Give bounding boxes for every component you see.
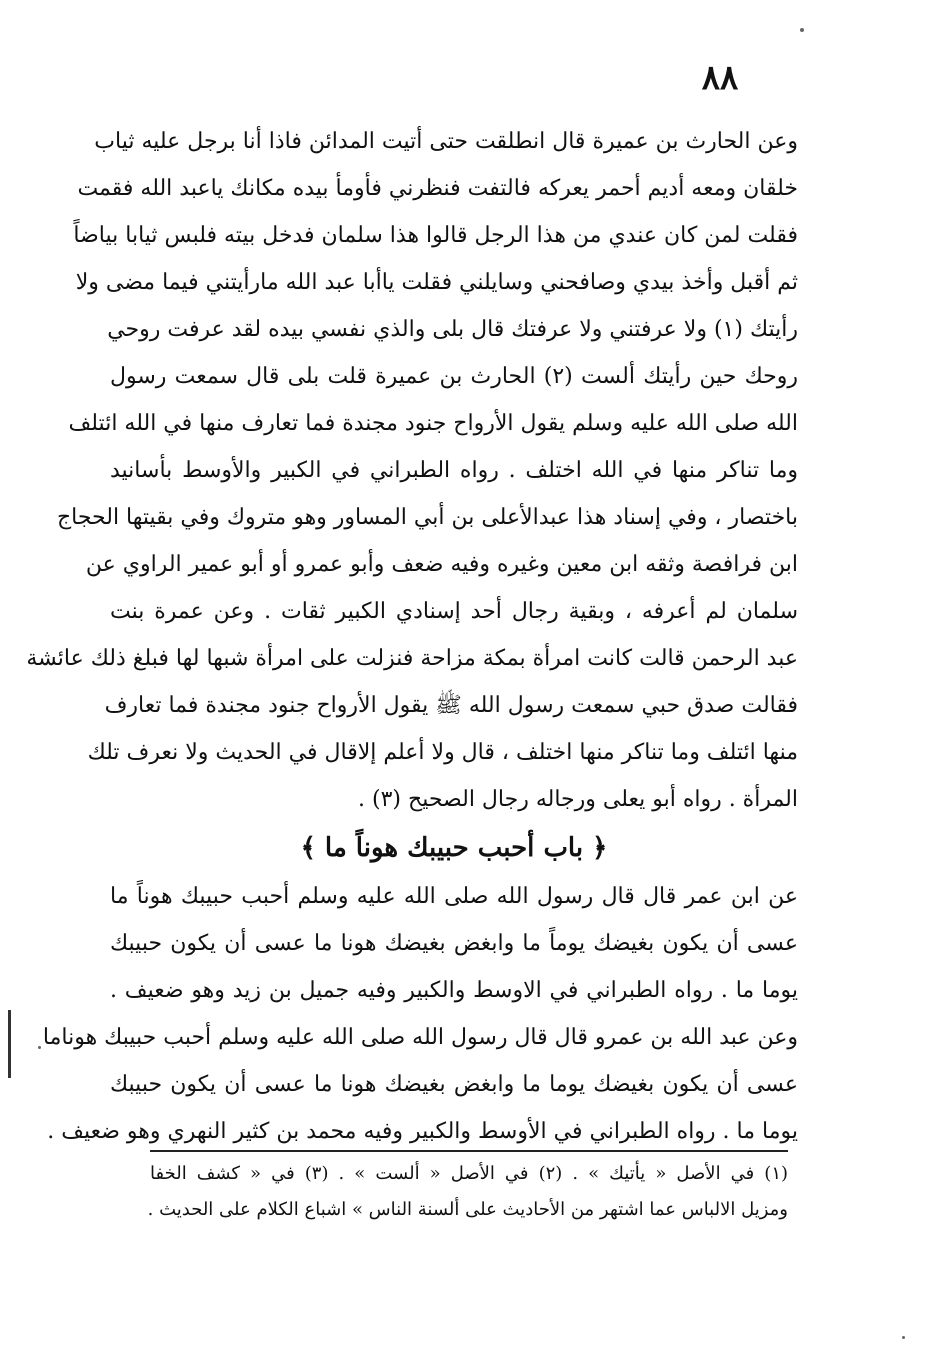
main-text: [26, 118, 798, 1155]
text-line: ابن فرافصة وثقه ابن معين وغيره وفيه ضعف وأبو عمرو أو أبو عمير الراوي عن: [85, 552, 798, 577]
text-line: وعن عبد الله بن عمرو قال قال رسول الله صلى الله عليه وسلم أحبب حبيبك هوناما: [42, 1025, 798, 1050]
text-line: يوما ما . رواه الطبراني في الاوسط والكبير وفيه جميل بن زيد وهو ضعيف .: [110, 978, 798, 1003]
text-line: باختصار ، وفي إسناد هذا عبدالأعلى بن أبي المساور وهو متروك وفي بقيتها الحجاج: [56, 505, 798, 530]
text-line: عبد الرحمن قالت كانت امرأة بمكة مزاحة فنزلت على امرأة شبها لها فبلغ ذلك عائشة: [26, 646, 798, 671]
text-line: عسى أن يكون بغيضك يوماً ما وابغض بغيضك هونا ما عسى أن يكون حبيبك: [110, 931, 798, 956]
text-line: وما تناكر منها في الله اختلف . رواه الطبراني في الكبير والأوسط بأسانيد: [110, 458, 798, 483]
text-line: وعن الحارث بن عميرة قال انطلقت حتى أتيت المدائن فاذا أنا برجل عليه ثياب: [94, 129, 798, 154]
text-line: فقلت لمن كان عندي من هذا الرجل قالوا هذا سلمان فدخل بيته فلبس ثيابا بياضاً: [73, 223, 798, 248]
scan-speck: [38, 1046, 41, 1049]
scan-speck: [800, 28, 804, 32]
text-line: سلمان لم أعرفه ، وبقية رجال أحد إسنادي الكبير ثقات . وعن عمرة بنت: [110, 599, 798, 624]
text-line: روحك حين رأيتك ألست (٢) الحارث بن عميرة قلت بلى قال سمعت رسول: [110, 364, 798, 389]
section-heading: ﴿ باب أحبب حبيبك هوناً ما ﴾: [300, 833, 608, 863]
text-line: خلقان ومعه أديم أحمر يعركه فالتفت فنظرني فأومأ بيده مكانك ياعبد الله فقمت: [77, 176, 798, 201]
text-line: عن ابن عمر قال قال رسول الله صلى الله عليه وسلم أحبب حبيبك هوناً ما: [110, 884, 798, 909]
text-line: رأيتك (١) ولا عرفتني ولا عرفتك قال بلى والذي نفسي بيده لقد عرفت روحي: [107, 317, 798, 342]
text-line: فقالت صدق حبي سمعت رسول الله ﷺ يقول الأرواح جنود مجندة فما تعارف: [104, 693, 798, 718]
text-line: يوما ما . رواه الطبراني في الأوسط والكبير وفيه محمد بن كثير النهري وهو ضعيف .: [47, 1119, 798, 1144]
footnote-line: ومزيل الالباس عما اشتهر من الأحاديث على ألسنة الناس » اشباع الكلام على الحديث .: [147, 1199, 788, 1220]
text-line: الله صلى الله عليه وسلم يقول الأرواح جنود مجندة فما تعارف منها في الله ائتلف: [68, 411, 798, 436]
footnote-divider: [150, 1150, 788, 1152]
text-line: المرأة . رواه أبو يعلى ورجاله رجال الصحيح (٣) .: [358, 787, 798, 812]
text-line: عسى أن يكون بغيضك يوما ما وابغض بغيضك هونا ما عسى أن يكون حبيبك: [110, 1072, 798, 1097]
scan-margin-mark: [8, 1010, 11, 1078]
footnote-line: (١) في الأصل « يأتيك » . (٢) في الأصل « ألست » . (٣) في « كشف الخفا: [150, 1163, 789, 1184]
text-line: ثم أقبل وأخذ بيدي وصافحني وسايلني فقلت ياأبا عبد الله مارأيتني فيما مضى ولا: [75, 270, 798, 295]
scan-speck: [902, 1336, 905, 1339]
text-line: منها ائتلف وما تناكر منها اختلف ، قال ولا أعلم إلاقال في الحديث ولا نعرف تلك: [87, 740, 798, 765]
page-number: ٨٨: [701, 58, 739, 98]
footnotes: [147, 1156, 789, 1228]
